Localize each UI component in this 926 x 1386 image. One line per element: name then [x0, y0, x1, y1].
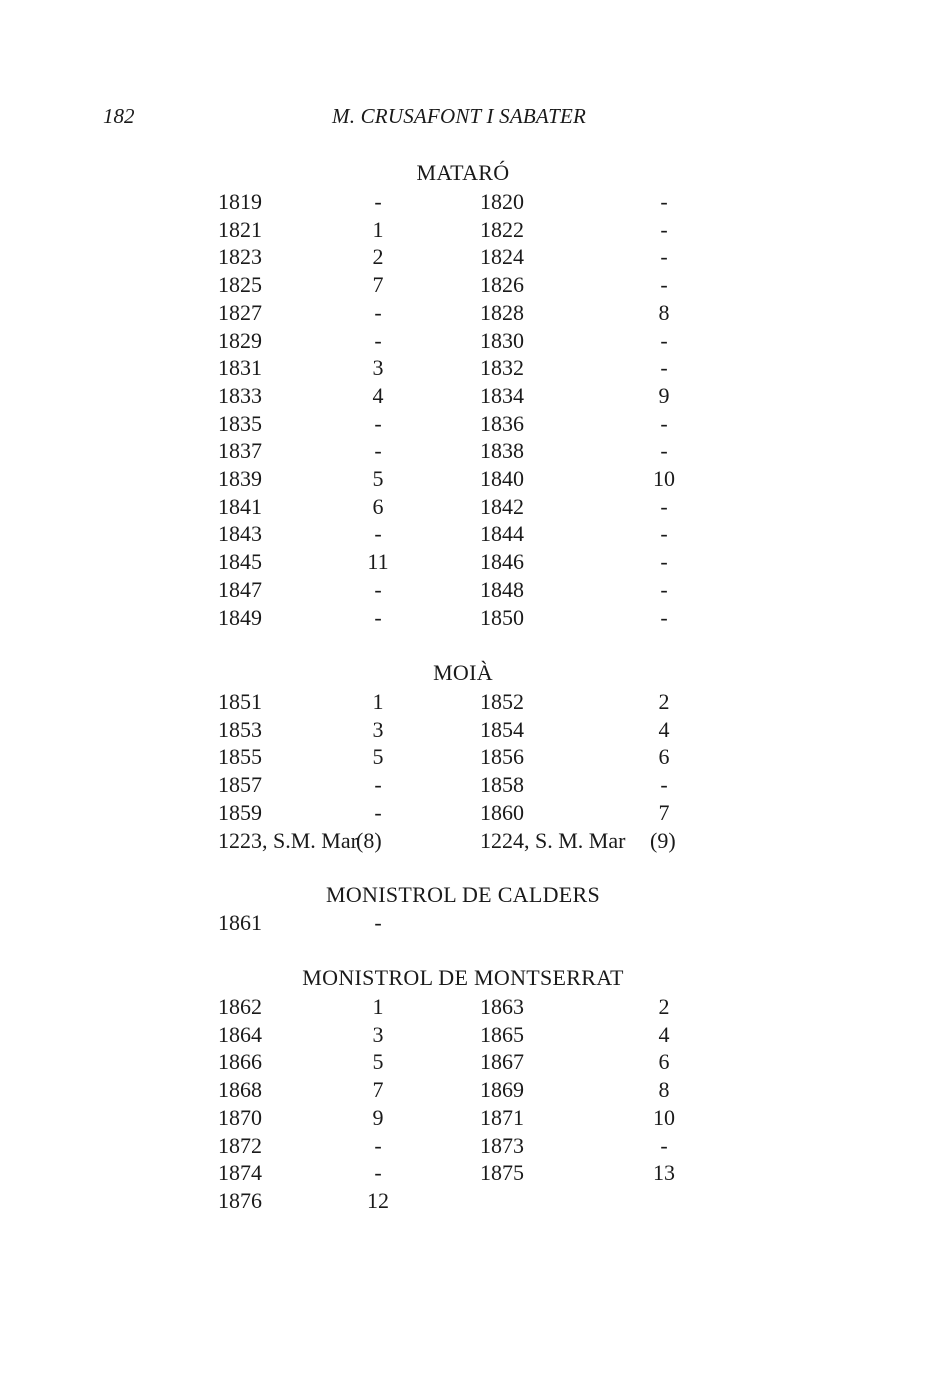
year-left: 1872 [218, 1132, 262, 1158]
count-right: 4 [658, 716, 670, 742]
year-left: 1857 [218, 772, 262, 798]
count-left: - [374, 910, 382, 935]
count-left: 7 [372, 1077, 384, 1103]
year-right: 1860 [480, 799, 524, 825]
year-left: 1868 [218, 1077, 262, 1103]
table-row [0, 827, 926, 855]
count-right: - [660, 549, 668, 575]
count-right: - [660, 604, 668, 630]
table-row [0, 909, 926, 937]
year-left: 1835 [218, 410, 262, 436]
year-right: 1832 [480, 355, 524, 381]
year-left: 1866 [218, 1049, 262, 1075]
count-left: 5 [372, 1049, 384, 1075]
table-row [0, 1076, 926, 1104]
count-right: 8 [658, 299, 670, 325]
year-right: 1852 [480, 689, 524, 714]
count-left: 3 [372, 355, 384, 381]
table-row [0, 743, 926, 771]
table-row [0, 465, 926, 493]
year-right: 1836 [480, 410, 524, 436]
count-right: - [660, 1132, 668, 1158]
year-right: 1856 [480, 744, 524, 770]
count-left: 6 [372, 493, 384, 519]
count-right: 13 [653, 1160, 675, 1186]
count-left: 9 [372, 1104, 384, 1130]
count-left: - [374, 327, 382, 353]
count-right: 2 [658, 994, 670, 1019]
year-left: 1825 [218, 272, 262, 298]
count-left: (8) [356, 827, 382, 853]
year-right: 1873 [480, 1132, 524, 1158]
count-left: 3 [372, 716, 384, 742]
count-left: 1 [372, 689, 384, 714]
count-right: - [660, 189, 668, 214]
count-right: 6 [658, 1049, 670, 1075]
table-row [0, 188, 926, 216]
year-left: 1823 [218, 244, 262, 270]
year-left: 1851 [218, 689, 262, 714]
count-left: - [374, 189, 382, 214]
count-left: - [374, 799, 382, 825]
count-left: 1 [372, 216, 384, 242]
year-left: 1839 [218, 466, 262, 491]
year-right: 1822 [480, 216, 524, 242]
count-left: 1 [372, 994, 384, 1019]
year-right: 1854 [480, 716, 524, 742]
table-row [0, 493, 926, 521]
year-left: 1853 [218, 716, 262, 742]
year-left: 1821 [218, 216, 262, 242]
table-row [0, 716, 926, 744]
table-row [0, 354, 926, 382]
year-right: 1858 [480, 772, 524, 798]
table-row [0, 688, 926, 716]
year-left: 1847 [218, 576, 262, 602]
year-right: 1824 [480, 244, 524, 270]
year-left: 1833 [218, 382, 262, 408]
table-row [0, 520, 926, 548]
count-right: - [660, 772, 668, 798]
count-left: 12 [367, 1187, 389, 1213]
count-left: 3 [372, 1021, 384, 1047]
table-row [0, 1048, 926, 1076]
year-right: 1820 [480, 189, 524, 214]
count-right: - [660, 521, 668, 547]
count-left: - [374, 299, 382, 325]
count-left: 2 [372, 244, 384, 270]
year-left: 1831 [218, 355, 262, 381]
table-row [0, 382, 926, 410]
year-right: 1838 [480, 438, 524, 464]
year-left: 1849 [218, 604, 262, 630]
section-title: MONISTROL DE CALDERS [325, 882, 601, 907]
table-row [0, 216, 926, 244]
year-right: 1840 [480, 466, 524, 491]
table-row [0, 604, 926, 632]
count-right: - [660, 576, 668, 602]
year-left: 1819 [218, 189, 262, 214]
year-right: 1846 [480, 549, 524, 575]
year-left: 1862 [218, 994, 262, 1019]
year-right: 1848 [480, 576, 524, 602]
count-right: 2 [658, 689, 670, 714]
table-row [0, 771, 926, 799]
count-right: (9) [650, 827, 676, 853]
year-left: 1841 [218, 493, 262, 519]
year-right: 1224, S. M. Mar [480, 827, 626, 853]
count-left: - [374, 438, 382, 464]
count-right: 4 [658, 1021, 670, 1047]
year-left: 1827 [218, 299, 262, 325]
count-right: - [660, 493, 668, 519]
year-left: 1876 [218, 1187, 262, 1213]
page-number: 182 [103, 104, 135, 128]
count-right: - [660, 272, 668, 298]
table-row [0, 299, 926, 327]
year-right: 1875 [480, 1160, 524, 1186]
table-row [0, 437, 926, 465]
year-right: 1869 [480, 1077, 524, 1103]
count-left: 5 [372, 466, 384, 491]
year-left: 1874 [218, 1160, 262, 1186]
count-right: 10 [653, 1104, 675, 1130]
year-right: 1863 [480, 994, 524, 1019]
year-right: 1867 [480, 1049, 524, 1075]
year-left: 1843 [218, 521, 262, 547]
table-row [0, 576, 926, 604]
table-row [0, 271, 926, 299]
table-row [0, 548, 926, 576]
page-header [0, 104, 926, 134]
table-row [0, 1104, 926, 1132]
count-right: 9 [658, 382, 670, 408]
count-right: - [660, 216, 668, 242]
count-right: - [660, 410, 668, 436]
year-left: 1870 [218, 1104, 262, 1130]
year-right: 1844 [480, 521, 524, 547]
count-left: - [374, 1160, 382, 1186]
table-row [0, 1187, 926, 1215]
year-left: 1861 [218, 910, 262, 935]
count-left: 5 [372, 744, 384, 770]
count-left: - [374, 521, 382, 547]
year-right: 1871 [480, 1104, 524, 1130]
table-row [0, 1132, 926, 1160]
count-right: - [660, 327, 668, 353]
year-right: 1830 [480, 327, 524, 353]
section-title: MATARÓ [416, 160, 510, 185]
year-right: 1828 [480, 299, 524, 325]
count-left: - [374, 772, 382, 798]
year-left: 1864 [218, 1021, 262, 1047]
year-left: 1829 [218, 327, 262, 353]
year-right: 1850 [480, 604, 524, 630]
count-right: - [660, 355, 668, 381]
table-row [0, 993, 926, 1021]
year-right: 1834 [480, 382, 524, 408]
year-left: 1837 [218, 438, 262, 464]
year-right: 1826 [480, 272, 524, 298]
year-left: 1855 [218, 744, 262, 770]
count-right: 6 [658, 744, 670, 770]
count-right: 7 [658, 799, 670, 825]
table-row [0, 1021, 926, 1049]
table-row [0, 327, 926, 355]
year-right: 1842 [480, 493, 524, 519]
count-left: - [374, 1132, 382, 1158]
count-left: 11 [367, 549, 389, 575]
count-right: 8 [658, 1077, 670, 1103]
count-left: - [374, 410, 382, 436]
year-left: 1845 [218, 549, 262, 575]
table-row [0, 243, 926, 271]
count-left: 4 [372, 382, 384, 408]
year-left: 1859 [218, 799, 262, 825]
table-row [0, 799, 926, 827]
count-right: 10 [653, 466, 675, 491]
table-row [0, 410, 926, 438]
count-right: - [660, 244, 668, 270]
section-title: MONISTROL DE MONTSERRAT [302, 965, 624, 990]
year-left: 1223, S.M. Mar [218, 827, 358, 853]
count-left: - [374, 576, 382, 602]
year-right: 1865 [480, 1021, 524, 1047]
table-row [0, 1159, 926, 1187]
count-left: - [374, 604, 382, 630]
running-title: M. CRUSAFONT I SABATER [332, 104, 587, 128]
count-left: 7 [372, 272, 384, 298]
count-right: - [660, 438, 668, 464]
section-title: MOIÀ [433, 660, 493, 685]
